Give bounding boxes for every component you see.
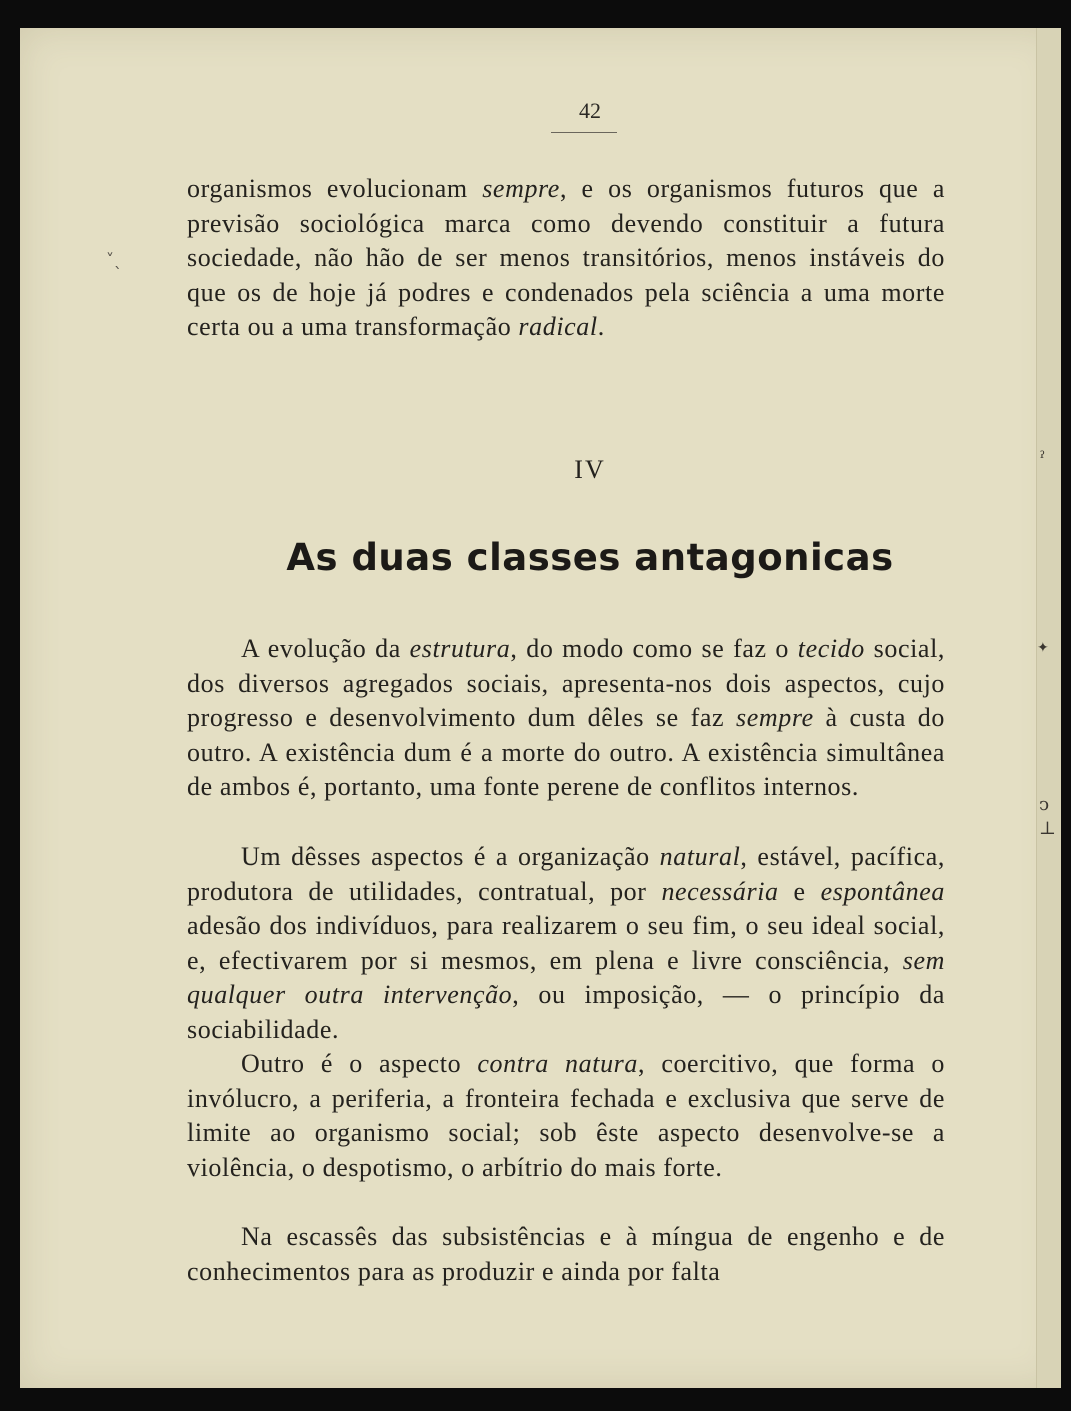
text-run: A evolução da — [241, 634, 410, 663]
chapter-title: As duas classes antagonicas — [286, 536, 894, 579]
text-run: social, dos diversos agregados sociais, apresenta-nos dois aspectos, cujo progresso e desenvolvimento dum dêles se faz — [187, 634, 945, 732]
book-page — [20, 28, 1060, 1388]
italic-run: espontânea — [820, 876, 946, 906]
text-run: à custa do outro. A existência dum é a morte do outro. A existência simultânea de ambos é, portanto, uma fonte perene de conflitos internos. — [187, 703, 945, 801]
paragraph-continuation — [187, 172, 945, 345]
paragraph — [187, 632, 945, 805]
margin-tick-mark: ↄ — [1039, 794, 1050, 815]
italic-run: radical — [518, 312, 598, 341]
italic-run: necessária — [661, 876, 779, 906]
italic-run: sem qualquer outra intervenção — [187, 945, 945, 1009]
margin-tick-mark: ✦ — [1037, 640, 1049, 656]
paragraph — [187, 1047, 945, 1185]
text-run: , ou imposição, — o princípio da sociabilidade. — [187, 980, 945, 1044]
page-number-rule — [551, 132, 617, 133]
margin-tick-mark: ˀ — [1040, 448, 1046, 469]
page-number: 42 — [579, 98, 601, 123]
text-run: , do modo como se faz o — [510, 634, 798, 663]
italic-run: estrutura — [409, 634, 511, 663]
italic-run: sempre — [482, 174, 560, 203]
paragraph — [187, 840, 945, 1047]
text-run: e — [778, 876, 821, 906]
text-run: . — [597, 312, 605, 341]
text-run: Um dêsses aspectos é a organização — [241, 842, 660, 871]
adjacent-page-edge — [1036, 28, 1061, 1388]
italic-run: natural — [659, 842, 741, 871]
text-run: organismos evolucionam — [187, 174, 483, 203]
text-run: Na escassês das subsistências e à míngua de engenho e de conhecimentos para as produzir e ainda por falta — [187, 1222, 945, 1286]
text-run: Outro é o aspecto — [241, 1049, 478, 1078]
italic-run: contra natura — [477, 1049, 639, 1078]
margin-tick-mark: ⊥ — [1039, 818, 1056, 839]
margin-smudge-mark: ˅ˎ — [106, 250, 122, 269]
text-run: adesão dos indivíduos, para realizarem o seu fim, o seu ideal social, e, efectivarem por si mesmos, em plena e livre consciência, — [187, 911, 945, 975]
text-run: , e os organismos futuros que a previsão sociológica marca como devendo constituir a futura sociedade, não hão de ser menos transitórios, menos instáveis do que os de hoje já podres e condenados pela sciência a uma morte certa ou a uma transformação — [187, 174, 945, 341]
italic-run: sempre — [735, 703, 814, 732]
paragraph — [187, 1220, 945, 1289]
text-run: , estável, pacífica, produtora de utilidades, contratual, por — [187, 842, 945, 906]
italic-run: tecido — [797, 634, 865, 663]
section-number: IV — [574, 455, 606, 484]
text-run: , coercitivo, que forma o invólucro, a periferia, a fronteira fechada e exclusiva que serve de limite ao organismo social; sob êste aspecto desenvolve-se a violência, o despotismo, o arbítrio do mais forte. — [187, 1049, 945, 1182]
